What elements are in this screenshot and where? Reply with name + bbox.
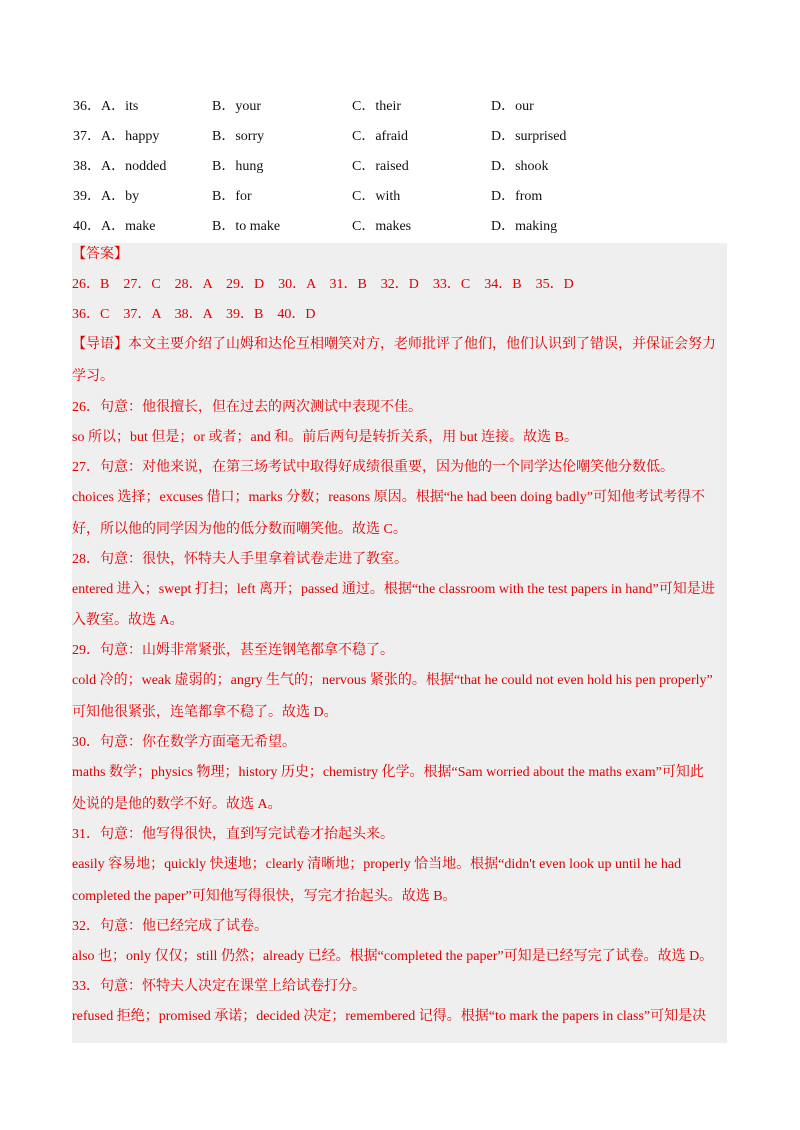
- explanation-line: cold 冷的；weak 虚弱的；angry 生气的；nervous 紧张的。根据“that he could not even hold his pen properly”: [72, 673, 713, 688]
- question-36: [73, 92, 733, 122]
- explanation-line: 32．句意：他已经完成了试卷。: [72, 919, 268, 934]
- explanation-line: 处说的是他的数学不好。故选 A。: [72, 797, 282, 812]
- option-c: C．with: [352, 189, 401, 204]
- option-d: D．shook: [491, 159, 549, 174]
- option-a: 39．A．by: [73, 189, 140, 204]
- explanation-line: 33．句意：怀特夫人决定在课堂上给试卷打分。: [72, 979, 366, 994]
- option-a: 37．A．happy: [73, 129, 160, 144]
- explanation-line: 28．句意：很快，怀特夫人手里拿着试卷走进了教室。: [72, 552, 408, 567]
- explanation-line: 可知他很紧张，连笔都拿不稳了。故选 D。: [72, 705, 338, 720]
- answer-key-line: 26．B 27．C 28．A 29．D 30．A 31．B 32．D 33．C 34．B 35．D: [72, 277, 574, 292]
- question-40: [73, 212, 733, 242]
- question-38: [73, 152, 733, 182]
- question-39: [73, 182, 733, 212]
- answer-explanation-panel: [72, 243, 727, 1043]
- answer-key-line: 36．C 37．A 38．A 39．B 40．D: [72, 307, 316, 322]
- option-c: C．makes: [352, 219, 412, 234]
- explanation-line: 入教室。故选 A。: [72, 613, 184, 628]
- explanation-line: entered 进入；swept 打扫；left 离开；passed 通过。根据“the classroom with the test papers in hand”可知是进: [72, 582, 715, 597]
- question-37: [73, 122, 733, 152]
- option-c: C．their: [352, 99, 401, 114]
- option-d: D．surprised: [491, 129, 567, 144]
- guide-text: 【导语】本文主要介绍了山姆和达伦互相嘲笑对方，老师批评了他们，他们认识到了错误，并保证会努力: [72, 337, 716, 352]
- option-b: B．your: [212, 99, 261, 114]
- guide-text: 学习。: [72, 369, 114, 384]
- explanation-line: easily 容易地；quickly 快速地；clearly 清晰地；properly 恰当地。根据“didn't even look up until he had: [72, 857, 682, 872]
- option-a: 40．A．make: [73, 219, 156, 234]
- option-a: 38．A．nodded: [73, 159, 167, 174]
- option-b: B．sorry: [212, 129, 265, 144]
- explanation-line: completed the paper”可知他写得很快，写完才抬起头。故选 B。: [72, 889, 457, 904]
- explanation-line: maths 数学；physics 物理；history 历史；chemistry 化学。根据“Sam worried about the maths exam”可知此: [72, 765, 704, 780]
- explanation-line: refused 拒绝；promised 承诺；decided 决定；remembered 记得。根据“to mark the papers in class”可知是决: [72, 1009, 707, 1024]
- explanation-line: also 也；only 仅仅；still 仍然；already 已经。根据“completed the paper”可知是已经写完了试卷。故选 D。: [72, 949, 714, 964]
- option-d: D．our: [491, 99, 534, 114]
- option-a: 36．A．its: [73, 99, 139, 114]
- explanation-line: 30．句意：你在数学方面毫无希望。: [72, 735, 296, 750]
- explanation-line: 29．句意：山姆非常紧张，甚至连钢笔都拿不稳了。: [72, 643, 394, 658]
- option-b: B．for: [212, 189, 252, 204]
- option-list: [73, 92, 733, 242]
- option-c: C．raised: [352, 159, 409, 174]
- explanation-line: 好，所以他的同学因为他的低分数而嘲笑他。故选 C。: [72, 522, 407, 537]
- explanation-line: choices 选择；excuses 借口；marks 分数；reasons 原因。根据“he had been doing badly”可知他考试考得不: [72, 490, 705, 505]
- option-d: D．from: [491, 189, 543, 204]
- explanation-line: 31．句意：他写得很快，直到写完试卷才抬起头来。: [72, 827, 394, 842]
- explanation-line: so 所以；but 但是；or 或者；and 和。前后两句是转折关系，用 but 连接。故选 B。: [72, 430, 578, 445]
- option-c: C．afraid: [352, 129, 408, 144]
- answer-header: 【答案】: [72, 247, 128, 262]
- explanation-line: 27．句意：对他来说，在第三场考试中取得好成绩很重要，因为他的一个同学达伦嘲笑他分数低。: [72, 460, 674, 475]
- option-b: B．to make: [212, 219, 281, 234]
- option-d: D．making: [491, 219, 558, 234]
- option-b: B．hung: [212, 159, 264, 174]
- explanation-line: 26．句意：他很擅长，但在过去的两次测试中表现不佳。: [72, 400, 422, 415]
